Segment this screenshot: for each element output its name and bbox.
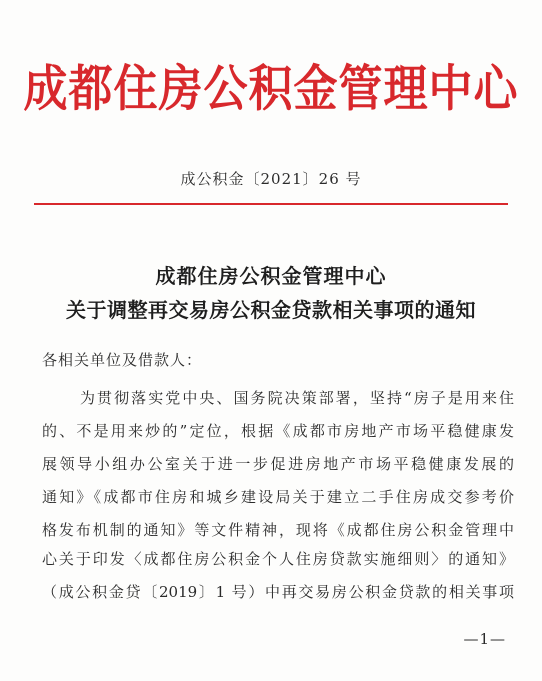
red-divider-line: [34, 203, 508, 205]
body-line: 为贯彻落实党中央、国务院决策部署，坚持“房子是用来住: [80, 389, 514, 407]
notice-title-line-1: 成都住房公积金管理中心: [155, 264, 387, 288]
body-line: （成公积金贷〔2019〕1 号）中再交易房公积金贷款的相关事项: [42, 583, 514, 601]
page-number: —1—: [463, 630, 506, 648]
document-number: 成公积金〔2021〕26 号: [180, 170, 362, 188]
body-line: 通知》《成都市住房和城乡建设局关于建立二手住房成交参考价: [42, 488, 514, 506]
body-line: 的、不是用来炒的”定位，根据《成都市房地产市场平稳健康发: [42, 422, 514, 440]
salutation: 各相关单位及借款人：: [42, 351, 203, 369]
body-line: 格发布机制的通知》等文件精神，现将《成都住房公积金管理中: [42, 521, 514, 539]
letterhead-title: 成都住房公积金管理中心: [23, 60, 519, 118]
notice-title-line-2: 关于调整再交易房公积金贷款相关事项的通知: [66, 298, 476, 322]
body-line: 心关于印发〈成都住房公积金个人住房贷款实施细则〉的通知》: [42, 550, 514, 568]
body-line: 展领导小组办公室关于进一步促进房地产市场平稳健康发展的: [42, 455, 514, 473]
